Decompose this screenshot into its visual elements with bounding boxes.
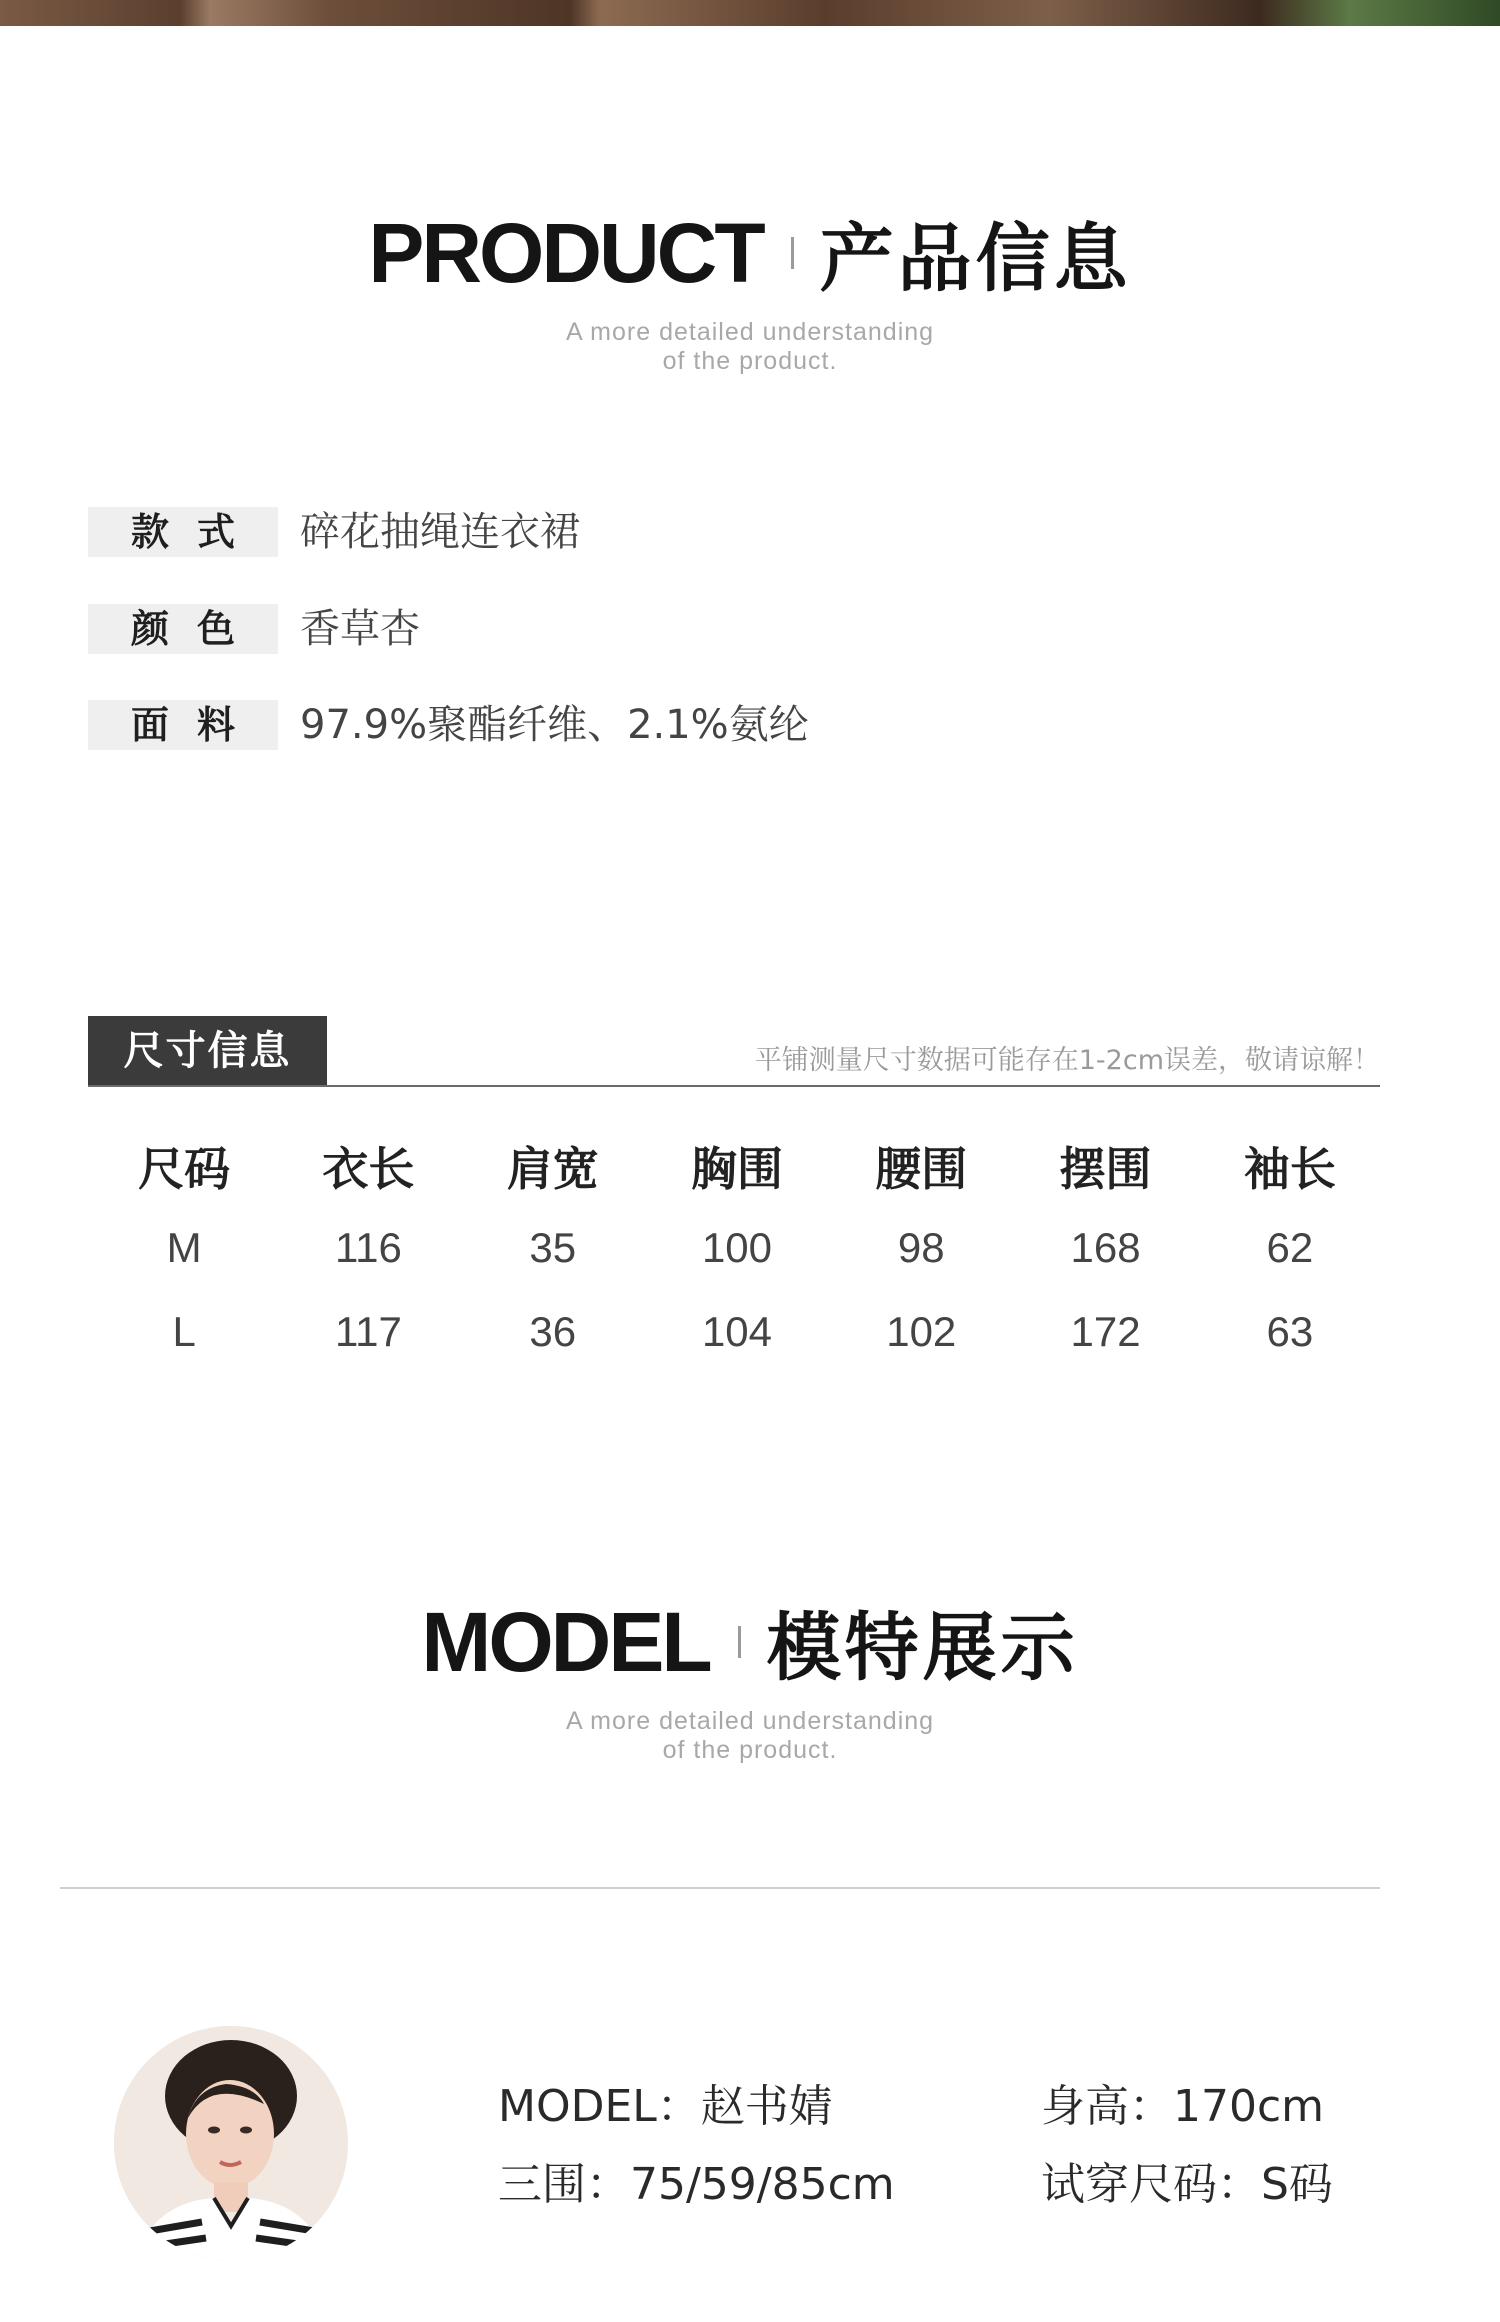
size-section-rule xyxy=(88,1085,1380,1087)
top-photo-strip xyxy=(0,0,1500,26)
info-label: 款式 xyxy=(88,507,278,557)
table-cell: 104 xyxy=(701,1308,773,1355)
table-cell: 116 xyxy=(334,1224,402,1271)
column-header: 衣长 xyxy=(322,1142,415,1196)
column-header: 胸围 xyxy=(690,1142,783,1196)
product-heading-en: PRODUCT xyxy=(368,205,763,300)
subtitle-line-2: of the product. xyxy=(662,347,838,375)
product-heading xyxy=(0,200,1500,306)
info-label: 颜色 xyxy=(88,604,278,654)
heading-separator xyxy=(791,237,794,269)
table-cell: 172 xyxy=(1070,1308,1141,1355)
table-cell: 168 xyxy=(1070,1224,1141,1271)
size-table xyxy=(92,1126,1382,1374)
table-cell: L xyxy=(172,1308,196,1355)
column-header: 袖长 xyxy=(1243,1142,1336,1196)
subtitle-line-1: A more detailed understanding xyxy=(565,318,935,346)
column-header: 腰围 xyxy=(875,1142,968,1196)
column-header: 肩宽 xyxy=(506,1142,599,1196)
model-heading xyxy=(0,1589,1500,1695)
info-value: 香草杏 xyxy=(300,606,420,652)
model-avatar xyxy=(114,2026,348,2260)
table-cell: M xyxy=(166,1224,202,1271)
column-header: 摆围 xyxy=(1059,1142,1152,1196)
table-row xyxy=(92,1206,1382,1290)
model-heading-cn: 模特展示 xyxy=(766,1605,1079,1691)
info-value: 97.9%聚酯纤维、2.1%氨纶 xyxy=(300,702,809,748)
size-measurement-note: 平铺测量尺寸数据可能存在1-2cm误差，敬请谅解！ xyxy=(754,1045,1380,1076)
size-section-tab: 尺寸信息 xyxy=(88,1016,327,1086)
table-cell: 63 xyxy=(1266,1308,1314,1355)
info-value: 碎花抽绳连衣裙 xyxy=(300,509,580,555)
model-heading-subtitle xyxy=(0,1707,1500,1765)
model-measurements: 三围：75/59/85cm xyxy=(498,2159,895,2210)
section-divider xyxy=(60,1887,1380,1889)
info-label: 面料 xyxy=(88,700,278,750)
model-name: MODEL：赵书婧 xyxy=(498,2081,833,2132)
size-table-header-row xyxy=(92,1126,1382,1206)
model-heading-en: MODEL xyxy=(421,1594,710,1689)
table-cell: 98 xyxy=(897,1224,945,1271)
table-row xyxy=(92,1290,1382,1374)
table-cell: 35 xyxy=(529,1224,577,1271)
table-cell: 102 xyxy=(886,1308,957,1355)
subtitle-line-2: of the product. xyxy=(662,1736,838,1764)
model-height: 身高：170cm xyxy=(1041,2081,1325,2132)
heading-separator xyxy=(738,1626,741,1658)
model-portrait-image xyxy=(114,2026,348,2260)
table-cell: 62 xyxy=(1266,1224,1314,1271)
product-heading-cn: 产品信息 xyxy=(819,216,1132,302)
table-cell: 36 xyxy=(529,1308,577,1355)
table-cell: 117 xyxy=(334,1308,402,1355)
table-cell: 100 xyxy=(701,1224,773,1271)
product-heading-subtitle xyxy=(0,318,1500,376)
model-try-size: 试穿尺码：S码 xyxy=(1041,2159,1333,2210)
column-header: 尺码 xyxy=(138,1142,231,1196)
subtitle-line-1: A more detailed understanding xyxy=(565,1707,935,1735)
